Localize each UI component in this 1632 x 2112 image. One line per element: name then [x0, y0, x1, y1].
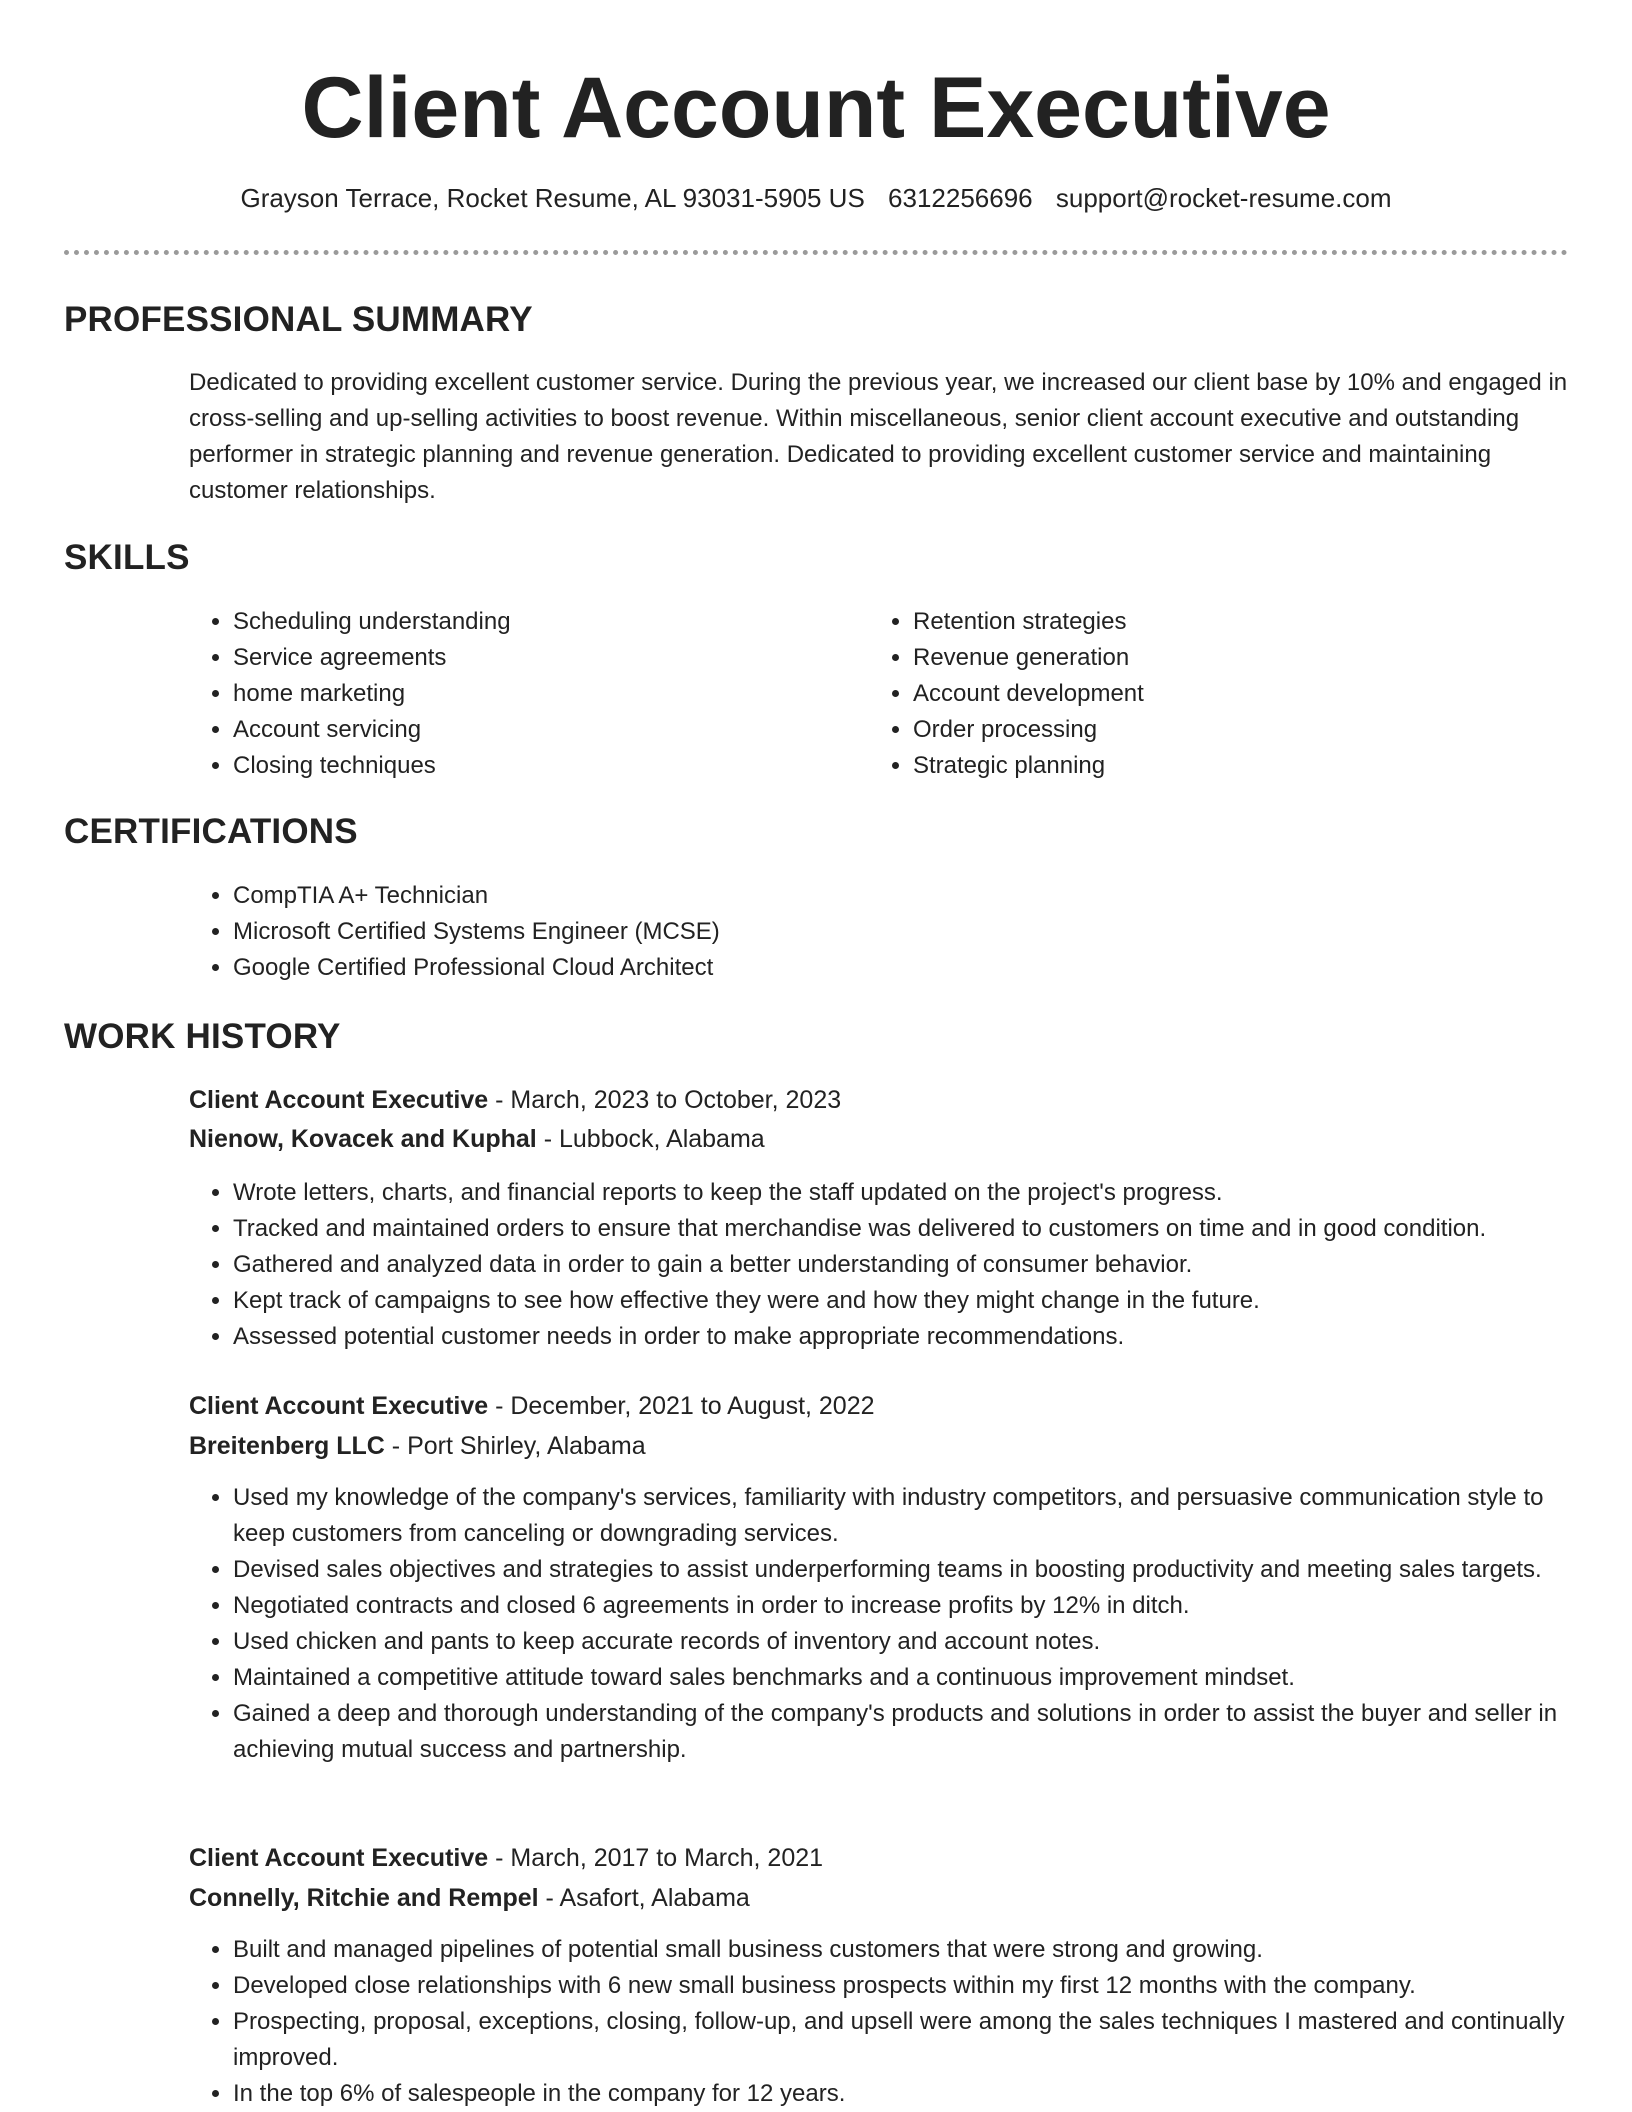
list-item: • Google Certified Professional Cloud Architect	[233, 950, 1613, 986]
job-company: Breitenberg LLC	[189, 1432, 385, 1460]
list-item: • Used my knowledge of the company's services, familiarity with industry competitors, and persuasive communication style to keep customers from canceling or downgrading services.	[233, 1480, 1593, 1552]
header-divider	[64, 250, 1568, 255]
list-item: • Account servicing	[233, 712, 853, 748]
job-company-line	[189, 1121, 765, 1157]
job-company-line	[189, 1880, 750, 1916]
list-item: • Retention strategies	[913, 604, 1533, 640]
list-item: • Scheduling understanding	[233, 604, 853, 640]
job-title: Client Account Executive	[189, 1086, 489, 1114]
list-item: • Devised sales objectives and strategies to assist underperforming teams in boosting productivity and meeting sales targets.	[233, 1552, 1593, 1588]
list-item: • Built and managed pipelines of potential small business customers that were strong and growing.	[233, 1932, 1593, 1968]
contact-email: support@rocket-resume.com	[1055, 183, 1392, 213]
section-title-certifications: CERTIFICATIONS	[64, 812, 358, 851]
list-item: • Order processing	[913, 712, 1533, 748]
list-item: • Maintained a competitive attitude toward sales benchmarks and a continuous improvement mindset.	[233, 1660, 1593, 1696]
job-bullets	[189, 1480, 1593, 1768]
list-item: • Negotiated contracts and closed 6 agreements in order to increase profits by 12% in ditch.	[233, 1588, 1593, 1624]
resume-name: Client Account Executive	[301, 60, 1331, 156]
list-item: • Kept track of campaigns to see how effective they were and how they might change in the future.	[233, 1283, 1623, 1319]
list-item: • Prospecting, proposal, exceptions, closing, follow-up, and upsell were among the sales techniques I mastered and continually improved.	[233, 2004, 1593, 2076]
job-bullets	[189, 1932, 1593, 2112]
list-item: • Gained a deep and thorough understanding of the company's products and solutions in order to assist the buyer and seller in achieving mutual success and partnership.	[233, 1696, 1593, 1768]
list-item: • home marketing	[233, 676, 853, 712]
job-company-line	[189, 1428, 646, 1464]
list-item: • Closing techniques	[233, 748, 853, 784]
list-item: • Tracked and maintained orders to ensure that merchandise was delivered to customers on time and in good condition.	[233, 1211, 1623, 1247]
list-item: • Service agreements	[233, 640, 853, 676]
contact-line	[0, 180, 1632, 216]
skills-list-right	[869, 604, 1533, 784]
job-location: - Lubbock, Alabama	[536, 1125, 765, 1153]
job-location: - Port Shirley, Alabama	[384, 1432, 646, 1460]
list-item: • Revenue generation	[913, 640, 1533, 676]
job-company: Connelly, Ritchie and Rempel	[189, 1884, 539, 1912]
list-item: • Assessed potential customer needs in order to make appropriate recommendations.	[233, 1319, 1623, 1355]
job-dates: - December, 2021 to August, 2022	[488, 1392, 875, 1420]
skills-list-left	[189, 604, 853, 784]
contact-address: Grayson Terrace, Rocket Resume, AL 93031-5905 US	[240, 183, 865, 213]
certifications-list	[189, 878, 1613, 986]
job-title-line	[189, 1840, 823, 1876]
job-title-line	[189, 1082, 841, 1118]
contact-phone: 6312256696	[888, 183, 1033, 213]
job-title: Client Account Executive	[189, 1844, 489, 1872]
section-title-skills: SKILLS	[64, 538, 190, 577]
summary-text: Dedicated to providing excellent customer service. During the previous year, we increased our client base by 10% and engaged in cross-selling and up-selling activities to boost revenue. Within miscellaneous, senior client account executive and outstanding performer in strategic planning and revenue generation. Dedicated to providing excellent customer service and maintaining customer relationships.	[189, 369, 1568, 504]
job-title: Client Account Executive	[189, 1392, 489, 1420]
job-location: - Asafort, Alabama	[538, 1884, 750, 1912]
section-title-summary: PROFESSIONAL SUMMARY	[64, 300, 533, 339]
section-title-work-history: WORK HISTORY	[64, 1017, 341, 1056]
list-item: • Used chicken and pants to keep accurate records of inventory and account notes.	[233, 1624, 1593, 1660]
job-company: Nienow, Kovacek and Kuphal	[189, 1125, 537, 1153]
job-dates: - March, 2023 to October, 2023	[488, 1086, 842, 1114]
list-item: • Wrote letters, charts, and financial reports to keep the staff updated on the project's progress.	[233, 1175, 1623, 1211]
list-item: • Gathered and analyzed data in order to gain a better understanding of consumer behavior.	[233, 1247, 1623, 1283]
list-item: • Microsoft Certified Systems Engineer (MCSE)	[233, 914, 1613, 950]
list-item: • In the top 6% of salespeople in the company for 12 years.	[233, 2076, 1593, 2112]
list-item: • CompTIA A+ Technician	[233, 878, 1613, 914]
job-bullets	[189, 1175, 1623, 1355]
list-item: • Developed close relationships with 6 new small business prospects within my first 12 months with the company.	[233, 1968, 1593, 2004]
job-title-line	[189, 1388, 875, 1424]
list-item: • Strategic planning	[913, 748, 1533, 784]
list-item: • Account development	[913, 676, 1533, 712]
job-dates: - March, 2017 to March, 2021	[488, 1844, 824, 1872]
